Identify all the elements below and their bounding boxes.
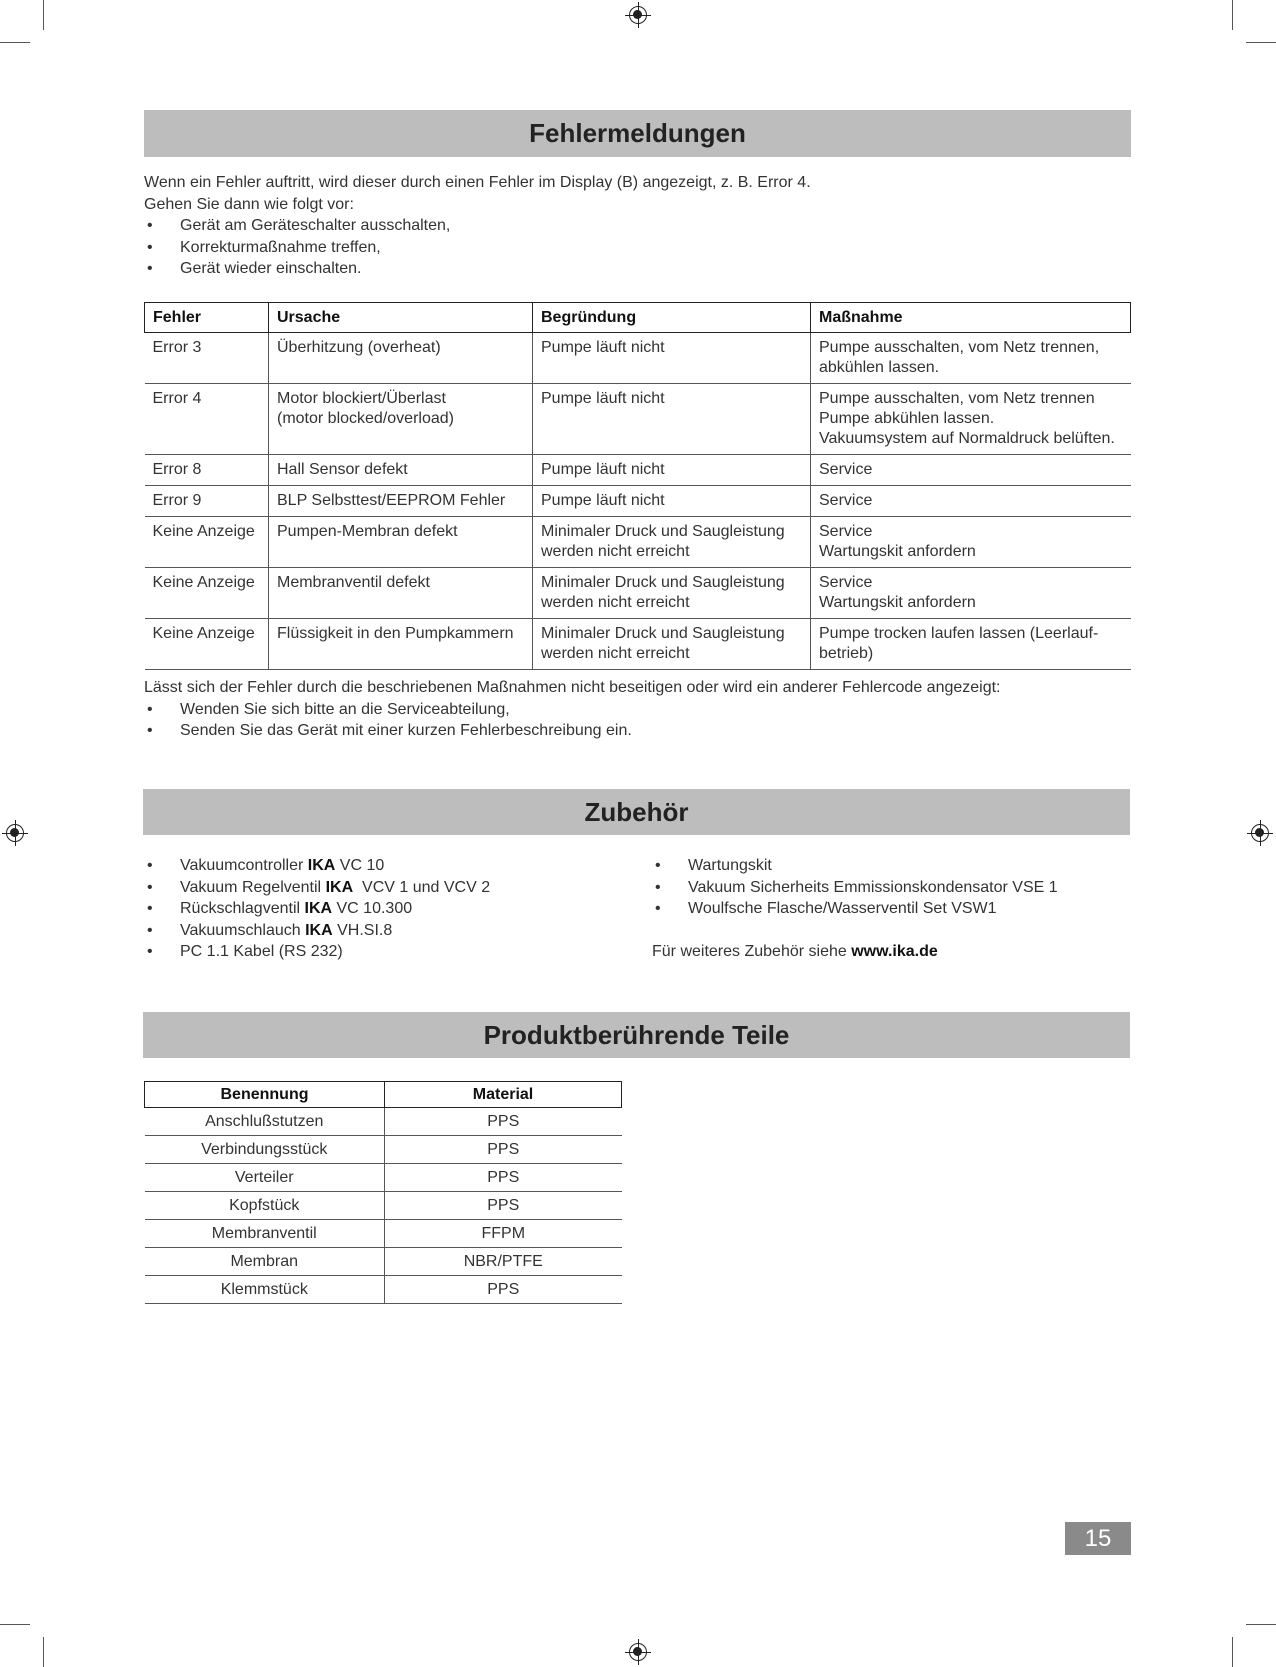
- list-item: • Vakuum Sicherheits Emmissionskondensator VSE 1: [652, 877, 1132, 899]
- table-row: [145, 517, 1131, 568]
- table-row: [145, 1248, 622, 1276]
- table-row: [145, 455, 1131, 486]
- table-cell: PPS: [385, 1276, 622, 1304]
- table-cell: Anschlußstutzen: [145, 1108, 385, 1136]
- table-cell: Error 9: [145, 486, 269, 517]
- list-item: • Gerät wieder einschalten.: [144, 258, 1131, 280]
- list-item: • Vakuumcontroller IKA VC 10: [144, 855, 604, 877]
- column-header: Benennung: [145, 1082, 385, 1108]
- table-row: [145, 384, 1131, 455]
- registration-mark-icon: [1251, 824, 1269, 842]
- error-table: [144, 302, 1131, 670]
- accessories-left-list: [144, 855, 604, 963]
- table-header-row: [145, 303, 1131, 333]
- column-header: Maßnahme: [811, 303, 1131, 333]
- crop-mark: [0, 42, 30, 43]
- column-header: Ursache: [269, 303, 533, 333]
- table-cell: Minimaler Druck und Saugleistung werden nicht erreicht: [533, 568, 811, 619]
- crop-mark: [1246, 1624, 1276, 1625]
- list-item: • Wartungskit: [652, 855, 1132, 877]
- table-cell: Kopfstück: [145, 1192, 385, 1220]
- table-cell: Minimaler Druck und Saugleistung werden nicht erreicht: [533, 619, 811, 670]
- registration-mark-icon: [6, 824, 24, 842]
- table-cell: Verbindungsstück: [145, 1136, 385, 1164]
- table-cell: PPS: [385, 1164, 622, 1192]
- crop-mark: [0, 1624, 30, 1625]
- table-row: [145, 1136, 622, 1164]
- table-cell: Pumpe ausschalten, vom Netz trennen Pumpe abkühlen lassen. Vakuumsystem auf Normaldruck belüften.: [811, 384, 1131, 455]
- more-accessories-note: Für weiteres Zubehör siehe www.ika.de: [652, 942, 938, 960]
- crop-mark: [43, 0, 44, 30]
- table-cell: Membranventil: [145, 1220, 385, 1248]
- table-cell: Service Wartungskit anfordern: [811, 568, 1131, 619]
- table-cell: Hall Sensor defekt: [269, 455, 533, 486]
- table-row: [145, 1276, 622, 1304]
- list-item: • Senden Sie das Gerät mit einer kurzen Fehlerbeschreibung ein.: [144, 720, 1144, 742]
- section-header-accessories: Zubehör: [143, 789, 1130, 835]
- list-item: • Vakuumschlauch IKA VH.SI.8: [144, 920, 604, 942]
- table-cell: Pumpe trocken laufen lassen (Leerlauf- betrieb): [811, 619, 1131, 670]
- errors-outro: [144, 677, 1144, 742]
- list-item: • PC 1.1 Kabel (RS 232): [144, 941, 604, 963]
- table-cell: Pumpe läuft nicht: [533, 333, 811, 384]
- table-row: [145, 1220, 622, 1248]
- table-cell: Pumpe ausschalten, vom Netz trennen, abkühlen lassen.: [811, 333, 1131, 384]
- table-cell: Error 3: [145, 333, 269, 384]
- column-header: Fehler: [145, 303, 269, 333]
- column-header: Material: [385, 1082, 622, 1108]
- table-cell: Flüssigkeit in den Pumpkammern: [269, 619, 533, 670]
- table-row: [145, 1108, 622, 1136]
- registration-mark-icon: [629, 6, 647, 24]
- table-cell: Membranventil defekt: [269, 568, 533, 619]
- outro-line: Lässt sich der Fehler durch die beschriebenen Maßnahmen nicht beseitigen oder wird ein anderer Fehlercode angezeigt:: [144, 679, 1001, 696]
- table-cell: FFPM: [385, 1220, 622, 1248]
- table-cell: Überhitzung (overheat): [269, 333, 533, 384]
- table-row: [145, 619, 1131, 670]
- table-cell: Service Wartungskit anfordern: [811, 517, 1131, 568]
- crop-mark: [1246, 42, 1276, 43]
- table-cell: Keine Anzeige: [145, 517, 269, 568]
- intro-line: Gehen Sie dann wie folgt vor:: [144, 195, 354, 213]
- errors-intro: [144, 172, 1131, 280]
- table-cell: Klemmstück: [145, 1276, 385, 1304]
- table-cell: PPS: [385, 1108, 622, 1136]
- table-cell: Verteiler: [145, 1164, 385, 1192]
- section-header-parts: Produktberührende Teile: [143, 1012, 1130, 1058]
- table-cell: NBR/PTFE: [385, 1248, 622, 1276]
- intro-line: Wenn ein Fehler auftritt, wird dieser durch einen Fehler im Display (B) angezeigt, z. B. Error 4.: [144, 174, 811, 191]
- table-row: [145, 1164, 622, 1192]
- crop-mark: [1232, 1637, 1233, 1667]
- registration-mark-icon: [629, 1643, 647, 1661]
- table-cell: Pumpe läuft nicht: [533, 455, 811, 486]
- table-cell: Service: [811, 455, 1131, 486]
- table-cell: Error 8: [145, 455, 269, 486]
- accessories-right-list: [652, 855, 1132, 962]
- crop-mark: [1232, 0, 1233, 30]
- table-cell: Service: [811, 486, 1131, 517]
- table-cell: PPS: [385, 1136, 622, 1164]
- parts-table: [144, 1081, 622, 1304]
- list-item: • Vakuum Regelventil IKA VCV 1 und VCV 2: [144, 877, 604, 899]
- table-row: [145, 486, 1131, 517]
- table-cell: Pumpe läuft nicht: [533, 486, 811, 517]
- section-header-errors: Fehlermeldungen: [144, 110, 1131, 157]
- table-row: [145, 333, 1131, 384]
- list-item: • Rückschlagventil IKA VC 10.300: [144, 898, 604, 920]
- table-cell: Pumpen-Membran defekt: [269, 517, 533, 568]
- table-row: [145, 1192, 622, 1220]
- list-item: • Korrekturmaßnahme treffen,: [144, 237, 1131, 259]
- list-item: • Wenden Sie sich bitte an die Serviceabteilung,: [144, 699, 1144, 721]
- table-cell: BLP Selbsttest/EEPROM Fehler: [269, 486, 533, 517]
- website-link[interactable]: www.ika.de: [851, 942, 938, 960]
- list-item: • Gerät am Geräteschalter ausschalten,: [144, 215, 1131, 237]
- table-cell: Pumpe läuft nicht: [533, 384, 811, 455]
- table-row: [145, 568, 1131, 619]
- list-item: • Woulfsche Flasche/Wasserventil Set VSW1: [652, 898, 1132, 920]
- table-cell: Minimaler Druck und Saugleistung werden nicht erreicht: [533, 517, 811, 568]
- table-cell: PPS: [385, 1192, 622, 1220]
- table-cell: Keine Anzeige: [145, 619, 269, 670]
- table-header-row: [145, 1082, 622, 1108]
- table-cell: Error 4: [145, 384, 269, 455]
- table-cell: Motor blockiert/Überlast (motor blocked/overload): [269, 384, 533, 455]
- crop-mark: [43, 1637, 44, 1667]
- column-header: Begründung: [533, 303, 811, 333]
- table-cell: Membran: [145, 1248, 385, 1276]
- table-cell: Keine Anzeige: [145, 568, 269, 619]
- page-number: 15: [1065, 1522, 1131, 1555]
